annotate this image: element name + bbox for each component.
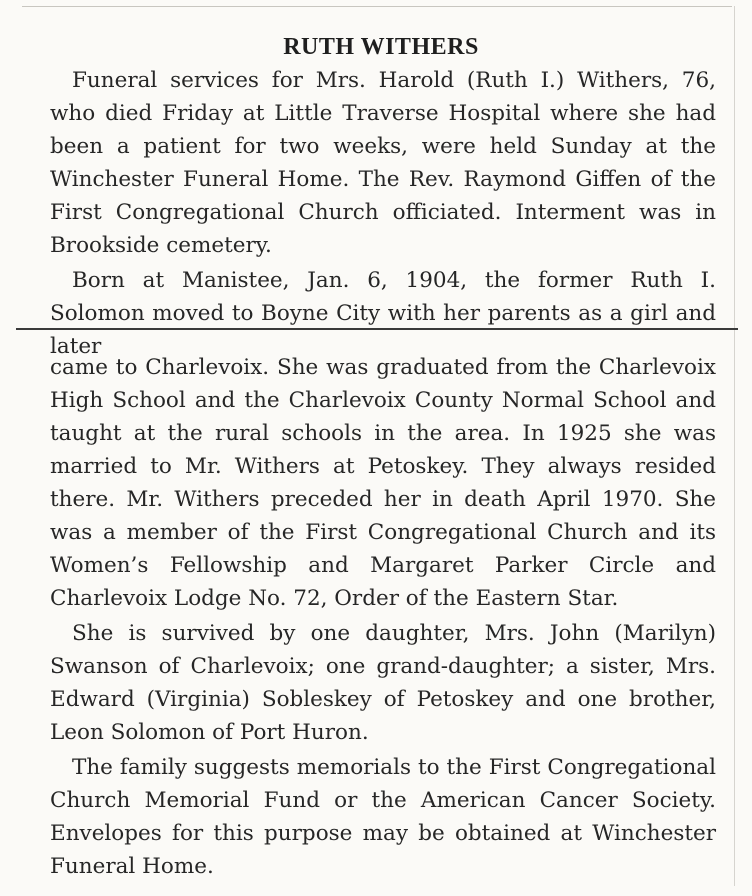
obituary-paragraph-services: Funeral services for Mrs. Harold (Ruth I.) Withers, 76, who died Friday at Little Traverse Hospital where she had been a patient for two weeks, were held Sunday at the Winchester Funeral Home. The Rev. Raymond Giffen of the First Congregational Church officiated. Interment was in Brookside cemetery.	[50, 68, 716, 258]
obituary-bottom-column	[50, 351, 716, 883]
clipping-right-edge	[734, 6, 735, 886]
obituary-paragraph-survivors: She is survived by one daughter, Mrs. John (Marilyn) Swanson of Charlevoix; one grand-daughter; a sister, Mrs. Edward (Virginia) Sobleskey of Petoskey and one brother, Leon Solomon of Port Huron.	[50, 621, 716, 745]
obituary-paragraph-birth: Born at Manistee, Jan. 6, 1904, the former Ruth I. Solomon moved to Boyne City with her parents as a girl and later	[50, 268, 716, 359]
clipping-top-edge	[22, 6, 732, 7]
obituary-headline: RUTH WITHERS	[283, 34, 479, 60]
obituary-paragraph-memorials: The family suggests memorials to the First Congregational Church Memorial Fund or the American Cancer Society. Envelopes for this purpose may be obtained at Winchester Funeral Home.	[50, 755, 716, 879]
obituary-top-column	[50, 64, 716, 363]
clipping-cut-line	[16, 328, 738, 330]
obituary-paragraph-continuation: came to Charlevoix. She was graduated from the Charlevoix High School and the Charlevoix County Normal School and taught at the rural schools in the area. In 1925 she was married to Mr. Withers at Petoskey. They always resided there. Mr. Withers preceded her in death April 1970. She was a member of the First Congregational Church and its Women’s Fellowship and Margaret Parker Circle and Charlevoix Lodge No. 72, Order of the Eastern Star.	[50, 355, 716, 611]
